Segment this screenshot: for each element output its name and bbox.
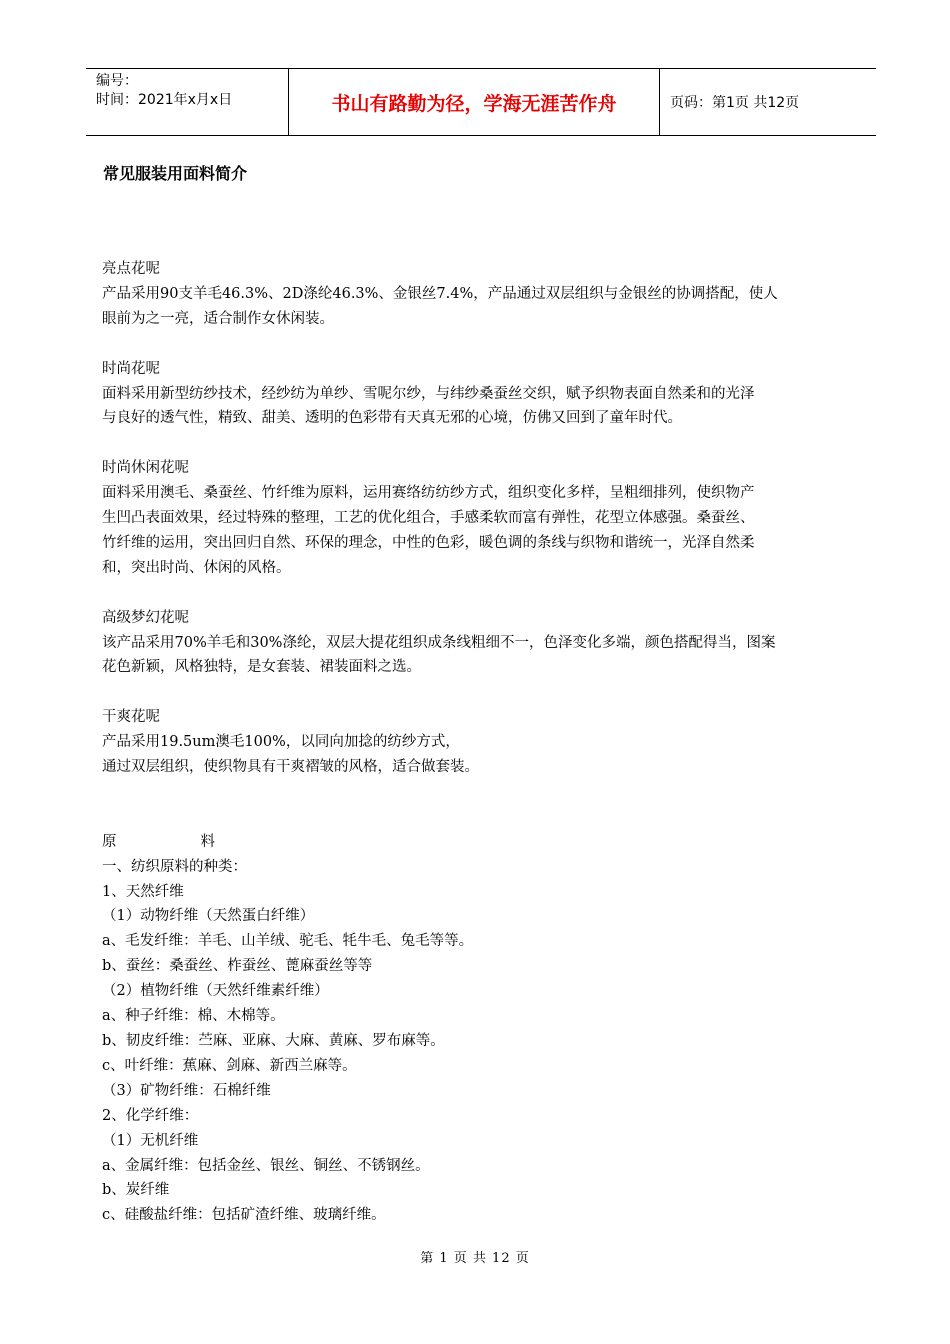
header-motto: 书山有路勤为径，学海无涯苦作舟 (288, 69, 660, 135)
fabric-line: 产品采用90支羊毛46.3%、2D涤纶46.3%、金银丝7.4%，产品通过双层组织与金银丝的协调搭配，使人 (102, 285, 778, 302)
fabric-name: 干爽花呢 (102, 709, 160, 726)
document-title: 常见服装用面料简介 (103, 164, 248, 183)
materials-line: b、炭纤维 (102, 1182, 170, 1199)
spacer (102, 805, 872, 830)
fabric-line: 该产品采用70%羊毛和30%涤纶，双层大提花组织成条线粗细不一，色泽变化多端，颜色搭配得当，图案 (102, 634, 776, 651)
page-footer: 第 1 页 共 12 页 (420, 1251, 530, 1266)
fabric-section (102, 705, 872, 780)
materials-line: a、金属纤维：包括金丝、银丝、铜丝、不锈钢丝。 (102, 1157, 430, 1174)
page-header (86, 68, 876, 136)
materials-line: （1）无机纤维 (102, 1132, 199, 1149)
header-number: 编号： (96, 73, 138, 89)
materials-line: b、韧皮纤维：苎麻、亚麻、大麻、黄麻、罗布麻等。 (102, 1033, 445, 1049)
materials-line: a、毛发纤维：羊毛、山羊绒、驼毛、牦牛毛、兔毛等等。 (102, 933, 474, 950)
materials-line: （3）矿物纤维：石棉纤维 (102, 1082, 271, 1099)
header-meta (96, 72, 232, 110)
document-body (102, 257, 872, 1228)
fabric-name: 高级梦幻花呢 (102, 609, 189, 626)
fabric-line: 花色新颖，风格独特，是女套装、裙装面料之选。 (102, 659, 421, 676)
fabric-section (102, 606, 872, 681)
fabric-line: 面料采用澳毛、桑蚕丝、竹纤维为原料，运用赛络纺纺纱方式，组织变化多样，呈粗细排列，使织物产 (102, 485, 755, 502)
fabric-line: 竹纤维的运用，突出回归自然、环保的理念，中性的色彩，暖色调的条线与织物和谐统一，光泽自然柔 (102, 534, 755, 551)
materials-line: 1、天然纤维 (102, 883, 184, 900)
materials-heading (102, 830, 872, 855)
fabric-line: 通过双层组织，使织物具有干爽褶皱的风格，适合做套装。 (102, 759, 479, 776)
fabric-section (102, 456, 872, 581)
fabric-section (102, 257, 872, 332)
header-time: 时间：2021年x月x日 (96, 92, 233, 108)
materials-line: b、蚕丝：桑蚕丝、柞蚕丝、蓖麻蚕丝等等 (102, 958, 373, 975)
fabric-line: 生凹凸表面效果，经过特殊的整理，工艺的优化组合，手感柔软而富有弹性，花型立体感强。桑蚕丝、 (102, 510, 755, 527)
materials-section (102, 830, 872, 1229)
materials-line: （1）动物纤维（天然蛋白纤维） (102, 908, 315, 925)
materials-line: 一、纺织原料的种类： (102, 858, 247, 875)
fabric-line: 和，突出时尚、休闲的风格。 (102, 559, 291, 576)
materials-line: c、硅酸盐纤维：包括矿渣纤维、玻璃纤维。 (102, 1207, 386, 1224)
fabric-name: 时尚休闲花呢 (102, 460, 189, 477)
fabric-section (102, 357, 872, 432)
materials-line: a、种子纤维：棉、木棉等。 (102, 1008, 285, 1025)
materials-line: 2、化学纤维： (102, 1107, 199, 1124)
materials-line: （2）植物纤维（天然纤维素纤维） (102, 983, 329, 1000)
materials-heading-left: 原 (102, 833, 117, 850)
materials-heading-right: 料 (200, 833, 215, 850)
fabric-line: 与良好的透气性，精致、甜美、透明的色彩带有天真无邪的心境，仿佛又回到了童年时代。 (102, 410, 682, 427)
fabric-line: 眼前为之一亮，适合制作女休闲装。 (102, 310, 334, 327)
fabric-name: 亮点花呢 (102, 261, 160, 277)
materials-line: c、叶纤维：蕉麻、剑麻、新西兰麻等。 (102, 1057, 357, 1074)
fabric-line: 面料采用新型纺纱技术，经纱纺为单纱、雪呢尔纱，与纬纱桑蚕丝交织，赋予织物表面自然柔和的光泽 (102, 385, 755, 402)
fabric-name: 时尚花呢 (102, 360, 160, 377)
fabric-line: 产品采用19.5um澳毛100%，以同向加捻的纺纱方式， (102, 734, 460, 751)
header-page-number: 页码：第1页 共12页 (670, 95, 800, 111)
